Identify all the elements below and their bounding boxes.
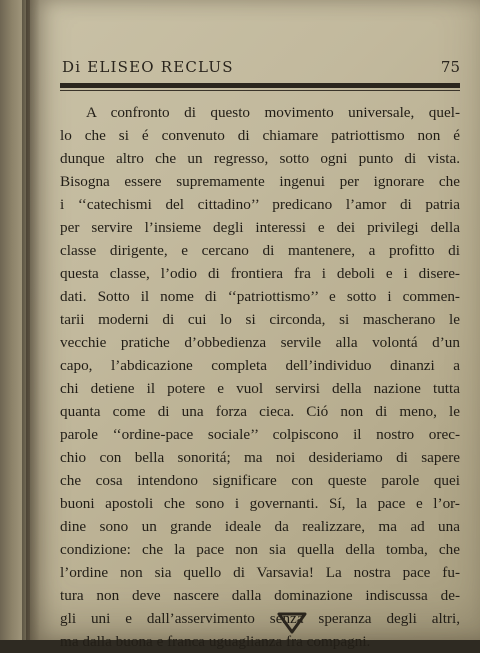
text-line: capo, l’abdicazione completa dell’individuo dinanzi a [60, 357, 460, 374]
header-rule-thin [60, 90, 460, 91]
book-page [30, 0, 480, 650]
text-line: questa classe, l’odio di frontiera fra i deboli e i disere- [60, 265, 460, 282]
text-line: chi detiene il potere e vuol servirsi della nazione tutta [60, 380, 460, 397]
text-line: vecchie pratiche d’obbedienza servile alla volontá d’un [60, 334, 460, 351]
text-line: quanta come di una forza cieca. Ció non di meno, le [60, 403, 460, 420]
text-line: classe dirigente, e cercano di mantenere, a profitto di [60, 242, 460, 259]
body-text [60, 101, 460, 653]
header-rule [60, 83, 460, 88]
running-head: Di ELISEO RECLUS [62, 58, 234, 76]
text-line: i ‘‘catechismi del cittadino’’ predicano l’amor di patria [60, 196, 460, 213]
text-line: per servire l’insieme degli interessi e dei privilegi della [60, 219, 460, 236]
inverted-triangle-icon [277, 612, 307, 634]
book-gutter [22, 0, 40, 640]
text-line: dati. Sotto il nome di ‘‘patriottismo’’ e sotto i commen- [60, 288, 460, 305]
text-line: Bisogna essere supremamente ingenui per ignorare che [60, 173, 460, 190]
text-line: ma dalla buona e franca uguaglianza fra compagni. [60, 633, 371, 650]
text-line: dunque altro che un regresso, sotto ogni punto di vista. [60, 150, 460, 167]
page-number: 75 [440, 58, 460, 76]
text-line: tarii moderni di cui lo si circonda, si mascherano le [60, 311, 460, 328]
text-line: che cosa intendono significare con queste parole quei [60, 472, 460, 489]
text-line: A confronto di questo movimento universale, quel- [86, 104, 460, 121]
text-line: parole ‘‘ordine-pace sociale’’ colpiscono il nostro orec- [60, 426, 460, 443]
text-line: lo che si é convenuto di chiamare patriottismo non é [60, 127, 460, 144]
text-line: dine sono un grande ideale da realizzare, ma ad una [60, 518, 460, 535]
text-line: chio con bella sonoritá; ma noi desideriamo di sapere [60, 449, 460, 466]
text-line: gli uni e dall’asservimento senza speranza degli altri, [60, 610, 460, 627]
text-line: l’ordine non sia quello di Varsavia! La nostra pace fu- [60, 564, 460, 581]
page-header [58, 58, 460, 80]
text-line: condizione: che la pace non sia quella della tomba, che [60, 541, 460, 558]
text-line: tura non deve nascere dalla dominazione indiscussa de- [60, 587, 460, 604]
text-line: buoni apostoli che sono i governanti. Sí, la pace e l’or- [60, 495, 460, 512]
